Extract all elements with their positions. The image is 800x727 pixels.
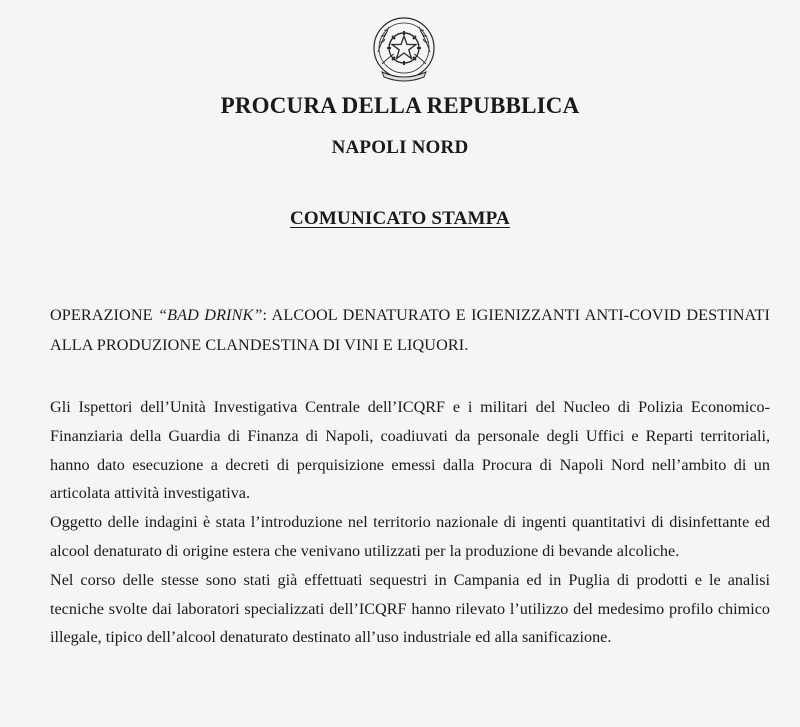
document-type-heading: COMUNICATO STAMPA	[290, 208, 510, 229]
operation-name: “BAD DRINK”	[158, 306, 263, 324]
paragraph-1: Gli Ispettori dell’Unità Investigativa Centrale dell’ICQRF e i militari del Nucleo di Polizia Economico-Finanziaria della Guardia di Finanza di Napoli, coadiuvati da personale degli Uffici e Reparti territoriali, hanno dato esecuzione a decreti di perquisizione emessi dalla Procura di Napoli Nord nell’ambito di un articolata attività investigativa.	[50, 398, 770, 503]
office-title: PROCURA DELLA REPUBBLICA	[220, 93, 580, 118]
subject-description: : ALCOOL DENATURATO E IGIENIZZANTI ANTI-COVID DESTINATI ALLA PRODUZIONE CLANDESTINA DI VINI E LIQUORI.	[50, 306, 770, 354]
subject-prefix: OPERAZIONE	[50, 306, 159, 324]
paragraph-2: Oggetto delle indagini è stata l’introduzione nel territorio nazionale di ingenti quantitativi di disinfettante ed alcool denaturato di origine estera che venivano utilizzati per la produzione di bevande alcoliche.	[50, 513, 770, 560]
press-release-body	[50, 393, 770, 652]
italian-republic-emblem-icon	[368, 12, 440, 84]
operation-subject	[50, 300, 770, 360]
paragraph-3: Nel corso delle stesse sono stati già effettuati sequestri in Campania ed in Puglia di prodotti e le analisi tecniche svolte dai laboratori specializzati dell’ICQRF hanno rilevato l’utilizzo del medesimo profilo chimico illegale, tipico dell’alcool denaturato destinato all’uso industriale ed alla sanificazione.	[50, 570, 770, 647]
district-title: NAPOLI NORD	[331, 137, 469, 158]
